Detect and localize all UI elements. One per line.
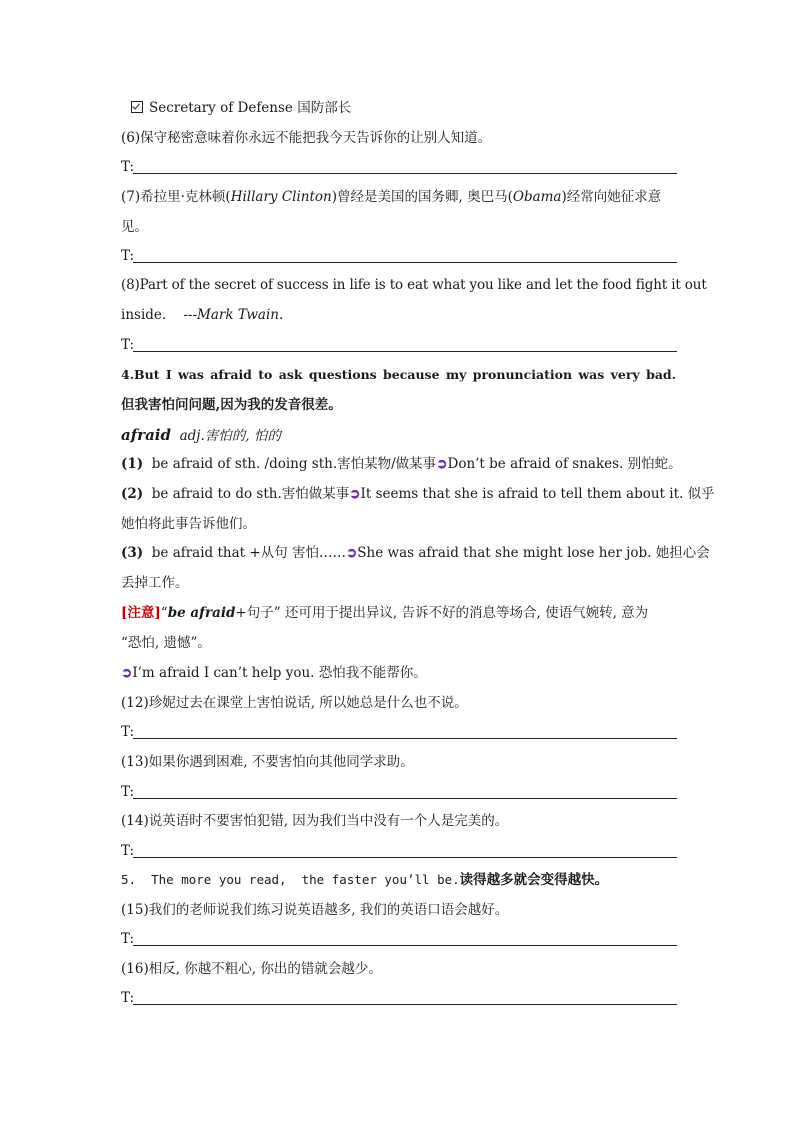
answer-line-7[interactable]: T: bbox=[121, 247, 677, 265]
arrow-icon: ➲ bbox=[121, 665, 133, 681]
section-4-title: 4.But I was afraid to ask questions because my pronunciation was very bad. bbox=[121, 367, 677, 382]
note-example: ➲I’m afraid I can’t help you. 恐怕我不能帮你。 bbox=[121, 665, 427, 681]
answer-line-16[interactable]: T: bbox=[121, 989, 677, 1007]
answer-line-13[interactable]: T: bbox=[121, 783, 677, 801]
question-16: (16)相反, 你越不粗心, 你出的错就会越少。 bbox=[121, 961, 382, 977]
usage-1: (1) be afraid of sth. /doing sth.害怕某物/做某事➲Don’t be afraid of snakes. 别怕蛇。 bbox=[121, 456, 682, 472]
checkbox-icon bbox=[131, 101, 143, 113]
section-5-title: 5. The more you read, the faster you’ll be.读得越多就会变得越快。 bbox=[121, 872, 609, 888]
answer-line-12[interactable]: T: bbox=[121, 723, 677, 741]
section-4-translation: 但我害怕问问题,因为我的发音很差。 bbox=[121, 397, 342, 413]
answer-line-8[interactable]: T: bbox=[121, 336, 677, 354]
question-12: (12)珍妮过去在课堂上害怕说话, 所以她总是什么也不说。 bbox=[121, 695, 468, 711]
answer-line-14[interactable]: T: bbox=[121, 842, 677, 860]
question-15: (15)我们的老师说我们练习说英语越多, 我们的英语口语会越好。 bbox=[121, 902, 509, 918]
arrow-icon: ➲ bbox=[349, 486, 361, 502]
word-entry: afraid adj.害怕的, 怕的 bbox=[121, 426, 281, 444]
question-8-line2: inside. ---Mark Twain. bbox=[121, 307, 284, 323]
arrow-icon: ➲ bbox=[436, 456, 448, 472]
usage-3-cont: 丢掉工作。 bbox=[121, 575, 189, 591]
question-7-line2: 见。 bbox=[121, 219, 148, 235]
question-6: (6)保守秘密意味着你永远不能把我今天告诉你的让别人知道。 bbox=[121, 130, 492, 146]
question-8-line1: (8)Part of the secret of success in life is to eat what you like and let the food fight it out bbox=[121, 277, 707, 293]
usage-2: (2) be afraid to do sth.害怕做某事➲It seems that she is afraid to tell them about it. 似乎 bbox=[121, 486, 715, 502]
question-14: (14)说英语时不要害怕犯错, 因为我们当中没有一个人是完美的。 bbox=[121, 813, 509, 829]
arrow-icon: ➲ bbox=[345, 545, 358, 561]
header-item: Secretary of Defense 国防部长 bbox=[121, 99, 677, 117]
question-13: (13)如果你遇到困难, 不要害怕向其他同学求助。 bbox=[121, 754, 414, 770]
note-line2: “恐怕, 遗憾”。 bbox=[121, 635, 211, 651]
answer-line-6[interactable]: T: bbox=[121, 158, 677, 176]
usage-3: (3) be afraid that +从句 害怕……➲She was afraid that she might lose her job. 她担心会 bbox=[121, 545, 710, 561]
answer-line-15[interactable]: T: bbox=[121, 930, 677, 948]
question-7-line1: (7)希拉里·克林顿(Hillary Clinton)曾经是美国的国务卿, 奥巴马(Obama)经常向她征求意 bbox=[121, 189, 662, 205]
usage-2-cont: 她怕将此事告诉他们。 bbox=[121, 516, 256, 532]
note-line1: [注意]“be afraid+句子” 还可用于提出异议, 告诉不好的消息等场合, 使语气婉转, 意为 bbox=[121, 605, 649, 621]
